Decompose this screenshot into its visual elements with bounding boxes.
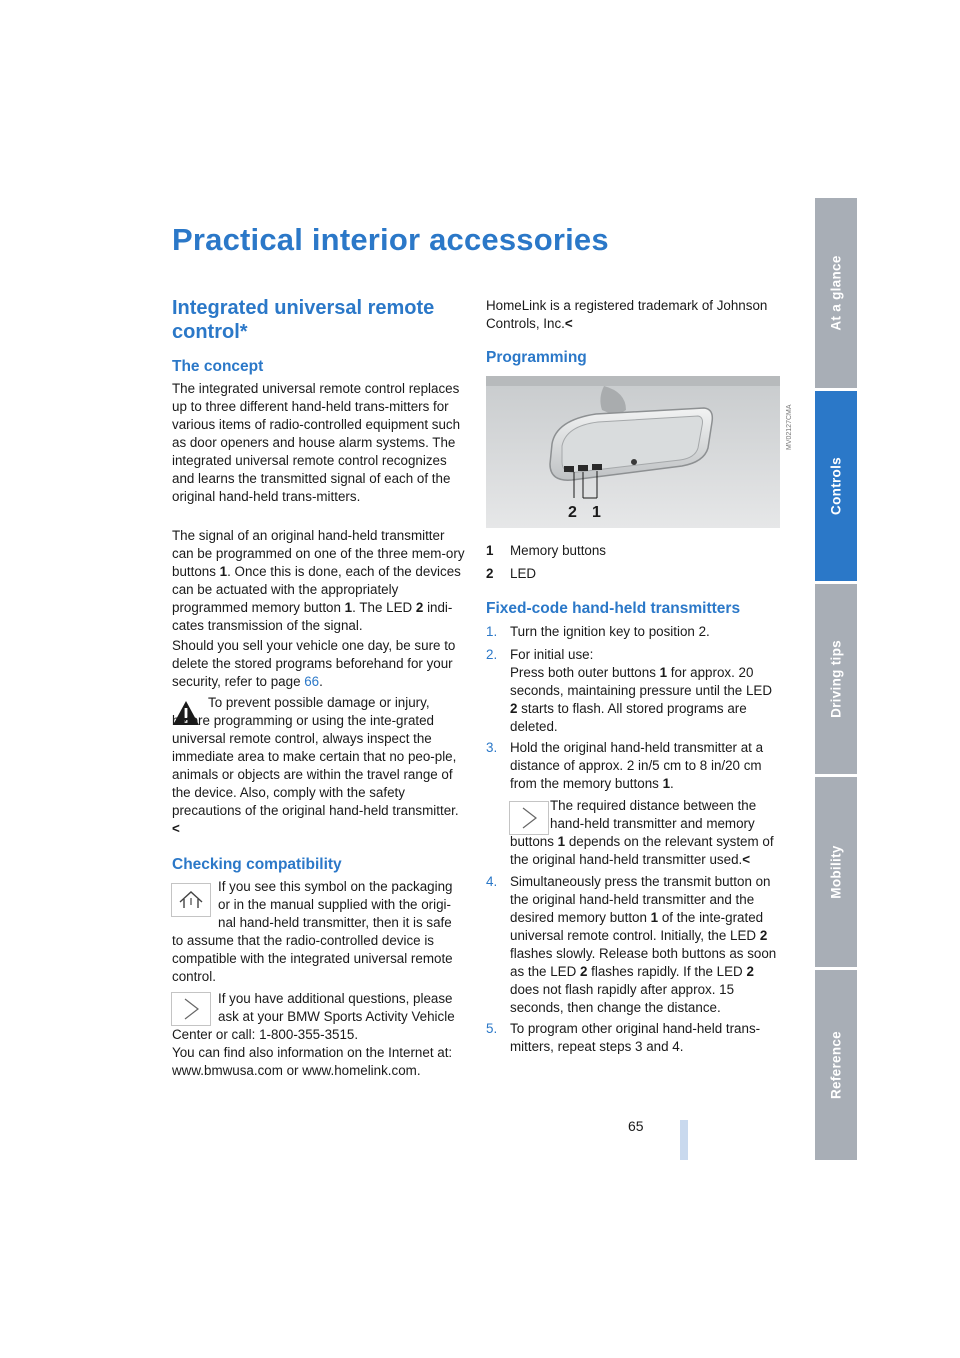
step-number: 3. bbox=[486, 740, 498, 755]
tab-label: Controls bbox=[828, 457, 844, 515]
figure-code: MV02127CMA bbox=[786, 404, 793, 450]
end-mark: < bbox=[172, 821, 180, 836]
text: flashes slowly. Release both buttons as soon as the LED bbox=[510, 946, 777, 979]
warning-text bbox=[172, 694, 465, 838]
compat-paragraph-3: You can find also information on the Internet at: www.bmwusa.com or www.homelink.com. bbox=[172, 1045, 453, 1078]
ref-2: 2 bbox=[579, 964, 588, 979]
ref-2: 2 bbox=[746, 964, 754, 979]
tab-controls[interactable] bbox=[815, 391, 857, 581]
tab-label: Driving tips bbox=[828, 640, 844, 718]
distance-note bbox=[510, 797, 780, 869]
compat-heading: Checking compatibility bbox=[172, 856, 342, 873]
ref-1: 1 bbox=[344, 600, 353, 615]
tab-driving-tips[interactable] bbox=[815, 584, 857, 774]
text: For initial use: bbox=[510, 647, 594, 662]
text: indi-cates transmission of the signal. bbox=[172, 600, 453, 633]
concept-heading: The concept bbox=[172, 358, 264, 375]
step-1 bbox=[486, 623, 780, 641]
step-2 bbox=[486, 646, 780, 734]
text: of the inte-grated universal remote control. Initially, the LED bbox=[510, 910, 764, 943]
text: The required distance between the hand-held transmitter and memory buttons bbox=[510, 798, 757, 849]
text: does not flash rapidly after approx. 15 seconds, then change the distance. bbox=[510, 982, 735, 1015]
ref-2: 2 bbox=[759, 928, 768, 943]
legend-text: LED bbox=[510, 566, 537, 581]
legend-number: 2 bbox=[486, 566, 494, 581]
legend-item bbox=[486, 542, 607, 560]
tab-label: Mobility bbox=[828, 845, 844, 899]
text: . bbox=[670, 776, 674, 791]
ref-1: 1 bbox=[662, 776, 671, 791]
ref-1: 1 bbox=[659, 665, 668, 680]
concept-paragraph-3 bbox=[172, 637, 465, 691]
page-number: 65 bbox=[628, 1118, 644, 1134]
text: Hold the original hand-held transmitter at a distance of approx. 2 in/5 cm to 8 in/20 cm from the memory buttons bbox=[510, 740, 764, 791]
text: Press both outer buttons bbox=[510, 665, 660, 680]
text: Simultaneously press the transmit button on the original hand-held transmitter and the desired memory button bbox=[510, 874, 771, 925]
ref-1: 1 bbox=[557, 834, 566, 849]
step-3 bbox=[486, 739, 780, 791]
step-number: 5. bbox=[486, 1021, 498, 1036]
text: HomeLink is a registered trademark of Johnson Controls, Inc. bbox=[486, 298, 768, 331]
section-heading bbox=[172, 296, 467, 344]
section-heading-line2: control* bbox=[172, 321, 248, 343]
compat-paragraph-1 bbox=[172, 878, 465, 986]
text: for approx. 20 seconds, maintaining pressure until the LED bbox=[510, 665, 773, 698]
step-4 bbox=[486, 873, 780, 1015]
text: . bbox=[319, 674, 323, 689]
text: depends on the relevant system of the original hand-held transmitter used. bbox=[510, 834, 774, 867]
step-5 bbox=[486, 1020, 780, 1054]
figure-label-2: 2 bbox=[568, 504, 577, 521]
step-number: 1. bbox=[486, 624, 498, 639]
section-heading-line1: Integrated universal remote bbox=[172, 297, 435, 319]
page-link[interactable]: 66 bbox=[304, 674, 320, 689]
figure-label-1: 1 bbox=[592, 504, 601, 521]
trademark-text bbox=[486, 297, 780, 333]
rearview-mirror-illustration bbox=[486, 376, 780, 528]
compat-paragraph-2 bbox=[172, 990, 465, 1044]
tab-at-a-glance[interactable] bbox=[815, 198, 857, 388]
end-mark: < bbox=[742, 852, 751, 867]
ref-1: 1 bbox=[219, 564, 228, 579]
page-marker-bar bbox=[680, 1120, 688, 1160]
text: Should you sell your vehicle one day, be sure to delete the stored programs beforehand for your security, refer to page bbox=[172, 638, 456, 689]
text: To prevent possible damage or injury, before programming or using the inte-grated universal remote control, always inspect the immediate area to make certain that no peo-ple, animals or objects are within the travel range of the device. Also, comply with the safety precautions of the original hand-held transmitter. bbox=[172, 695, 459, 818]
tab-label: Reference bbox=[828, 1031, 844, 1099]
page-title: Practical interior accessories bbox=[172, 222, 609, 257]
step-text: To program other original hand-held trans-mitters, repeat steps 3 and 4. bbox=[510, 1021, 761, 1054]
legend-number: 1 bbox=[486, 543, 494, 558]
step-text bbox=[510, 646, 780, 736]
chapter-sidebar bbox=[815, 198, 857, 1160]
ref-1: 1 bbox=[650, 910, 659, 925]
text: . The LED bbox=[352, 600, 416, 615]
text: The signal of an original hand-held transmitter can be programmed on one of the three mem-ory buttons bbox=[172, 528, 465, 579]
left-column bbox=[172, 296, 467, 344]
fixed-code-heading: Fixed-code hand-held transmitters bbox=[486, 600, 741, 617]
tab-reference[interactable] bbox=[815, 970, 857, 1160]
tab-label: At a glance bbox=[828, 255, 844, 331]
ref-2: 2 bbox=[510, 701, 518, 716]
concept-paragraph-2 bbox=[172, 527, 465, 635]
text: starts to flash. All stored programs are deleted. bbox=[510, 701, 747, 734]
text: flashes rapidly. If the LED bbox=[587, 964, 747, 979]
step-number: 2. bbox=[486, 647, 498, 662]
legend-item bbox=[486, 565, 537, 583]
programming-heading: Programming bbox=[486, 349, 587, 366]
text: . Once this is done, each of the devices can be actuated with the appropriately programmed memory button bbox=[172, 564, 461, 615]
step-text: Turn the ignition key to position 2. bbox=[510, 624, 710, 639]
step-text bbox=[510, 873, 780, 1017]
step-number: 4. bbox=[486, 874, 498, 889]
ref-2: 2 bbox=[415, 600, 424, 615]
concept-paragraph-1: The integrated universal remote control replaces up to three different hand-held trans-mitters for various items of radio-controlled equipment such as door openers and house alarm systems. The integrated universal remote control recognizes and learns the transmitted signal of each of the original hand-held trans-mitters. bbox=[172, 381, 461, 504]
text: If you see this symbol on the packaging or in the manual supplied with the origi-nal hand-held transmitter, then it is safe to assume that the radio-controlled device is compatible with the integrated universal remote control. bbox=[172, 879, 453, 984]
tab-mobility[interactable] bbox=[815, 777, 857, 967]
mirror-figure bbox=[486, 376, 780, 528]
end-mark: < bbox=[564, 316, 573, 331]
legend-text: Memory buttons bbox=[510, 543, 607, 558]
step-text bbox=[510, 739, 780, 793]
text: If you have additional questions, please ask at your BMW Sports Activity Vehicle Center or call: 1-800-355-3515. bbox=[172, 991, 455, 1042]
